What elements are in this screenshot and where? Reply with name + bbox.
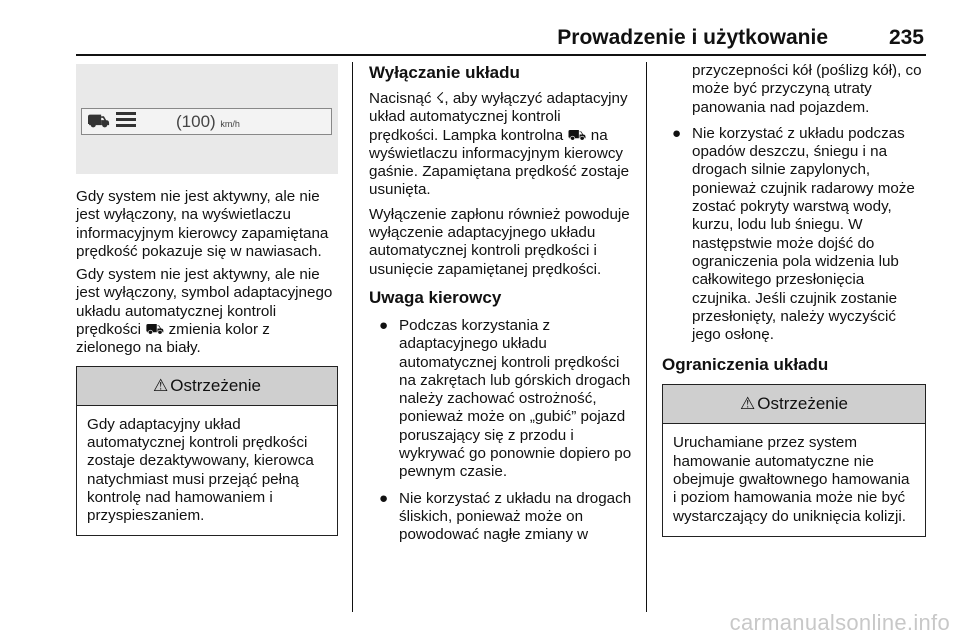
column-divider-1 [352, 62, 353, 612]
warning-box [76, 366, 338, 537]
heading: Ograniczenia układu [662, 355, 829, 375]
adaptive-cruise-car-icon: ⛟ [87, 111, 110, 131]
paragraph-continuation: przyczepności kół (poślizg kół), co może być przyczyną utraty panowania nad pojazdem. [692, 62, 922, 116]
stored-speed: (100) km/h [176, 112, 240, 131]
paragraph: Wyłączenie zapłonu również powoduje wyłączenie adaptacyjnego układu automatycznej kontroli prędkości i usunięcie zapamiętanej prędkości. [369, 205, 630, 278]
warning-text: Uruchamiane przez system hamowanie automatyczne nie obejmuje gwałtownego hamowania i poziom hamowania może nie być wystarczający do uniknięcia kolizji. [673, 434, 910, 525]
page-number: 235 [888, 26, 924, 49]
section-title: Prowadzenie i użytkowanie [557, 26, 828, 49]
bullet-list [369, 317, 633, 545]
warning-text: Gdy adaptacyjny układ automatycznej kontroli prędkości zostaje dezaktywowany, kierowca natychmiast musi przejąć pełną kontrolę nad hamowaniem i przyspieszaniem. [87, 415, 314, 525]
warning-triangle-icon: ⚠ [153, 375, 169, 395]
cruise-car-icon: ⛟ [145, 321, 165, 339]
display-bar [81, 108, 332, 135]
warning-title: Ostrzeżenie [757, 394, 848, 414]
column-divider-2 [646, 62, 647, 612]
column-3 [662, 62, 926, 537]
warning-box [662, 384, 926, 536]
warning-title: Ostrzeżenie [170, 375, 261, 395]
list-item: ● Podczas korzystania z adaptacyjnego układu automatycznej kontroli prędkości na zakrętach lub górskich drogach należy zachować ostrożność, ponieważ może on „gubić” pojazd poruszający się z przodu i wykrywać go ponownie dopiero po pewnym czasie. [379, 316, 632, 481]
cruise-cancel-icon: ☇ [435, 90, 445, 107]
paragraph: Gdy system nie jest aktywny, ale nie jest wyłączony, na wyświetlaczu informacyjnym kierowcy zapamiętana prędkość pokazuje się w nawiasach. [76, 188, 329, 260]
warning-header [77, 367, 337, 406]
paragraph: Nacisnąć ☇, aby wyłączyć adaptacyjny układ automatycznej kontroli prędkości. Lampka kontrolna ⛟ na wyświetlaczu informacyjnym kierowcy gaśnie. Zapamiętana prędkość zostaje usunięta. [369, 90, 630, 199]
cruise-car-icon: ⛟ [567, 126, 587, 144]
list-item: ● Nie korzystać z układu na drogach śliskich, ponieważ może on powodować nagłe zmiany w [379, 489, 632, 544]
heading: Wyłączanie układu [369, 63, 520, 82]
bullet-list [662, 125, 926, 345]
list-item: ● Nie korzystać z układu podczas opadów deszczu, śniegu i na drogach silnie zapylonych, ponieważ czujnik radarowy może zostać pokryty warstwą wody, kurzu, lodu lub śniegu. W następstwie może dojść do ograniczenia pola widzenia lub całkowitego przesłonięcia czujnika. Jeśli czujnik zostanie przesłonięty, należy wyczyścić jego osłonę. [672, 124, 915, 344]
heading: Uwaga kierowcy [369, 287, 502, 307]
column-1 [76, 62, 338, 536]
warning-triangle-icon: ⚠ [740, 394, 756, 414]
paragraph: Gdy system nie jest aktywny, ale nie jest wyłączony, symbol adaptacyjnego układu automatycznej kontroli prędkości ⛟ zmienia kolor z zielonego na biały. [76, 266, 333, 357]
column-2 [369, 62, 633, 553]
display-illustration [76, 64, 338, 174]
page-header [76, 22, 926, 56]
distance-bars-icon [116, 112, 136, 130]
warning-header [663, 385, 925, 424]
watermark: carmanualsonline.info [729, 610, 950, 635]
header-rule [76, 54, 926, 56]
